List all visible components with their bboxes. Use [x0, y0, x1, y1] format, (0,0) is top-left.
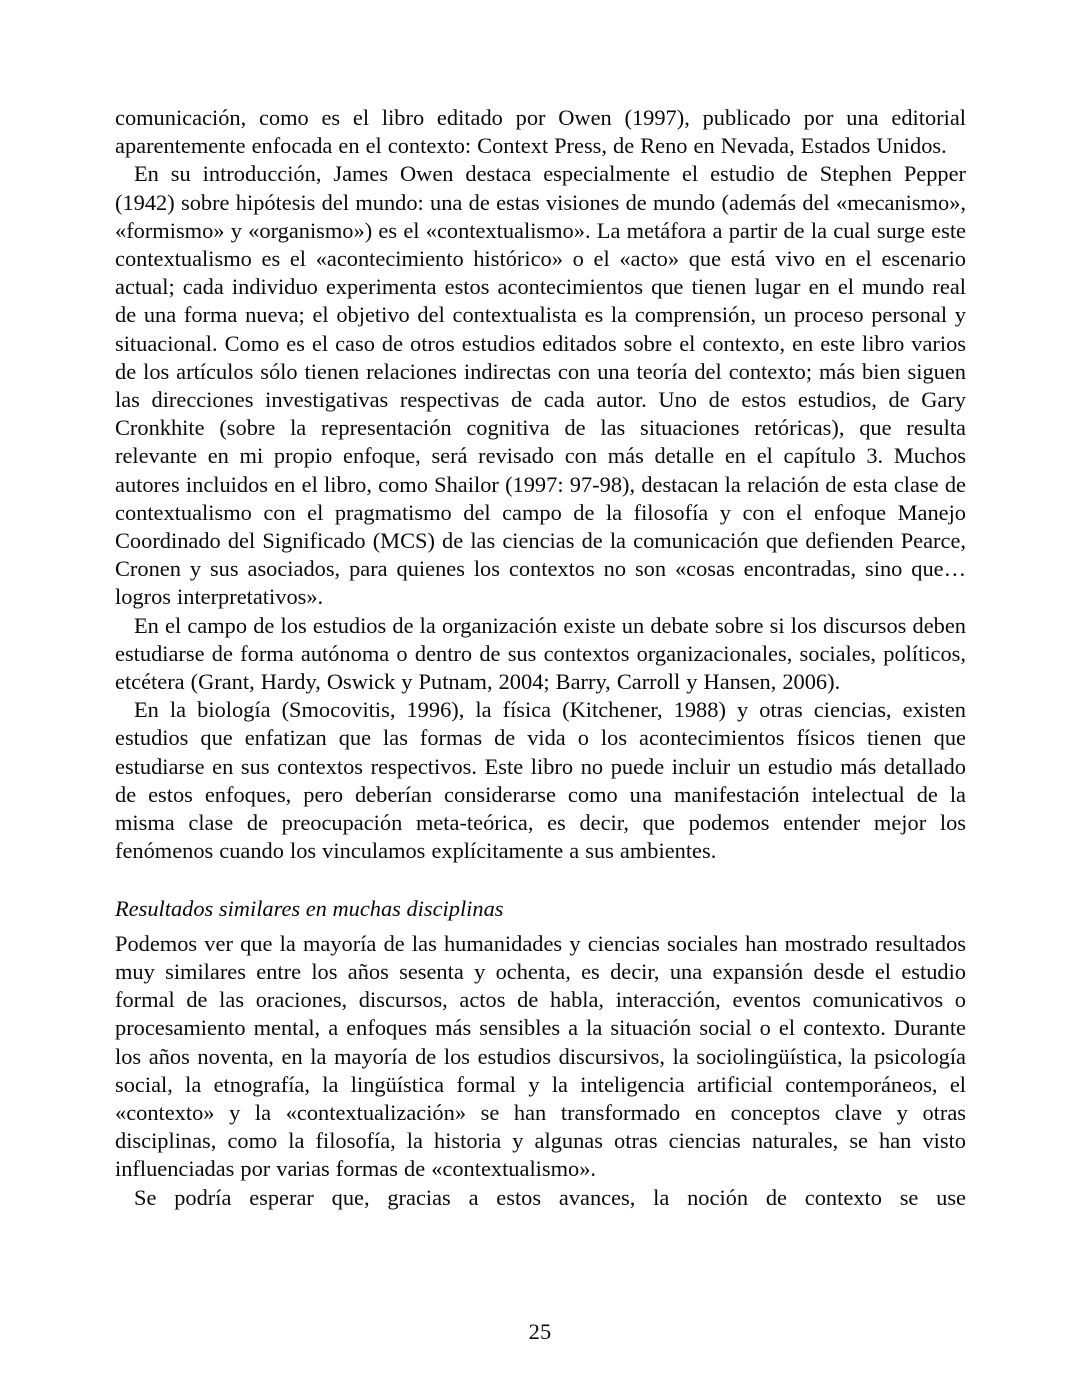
- page-number: 25: [528, 1319, 552, 1344]
- paragraph-4: En la biología (Smocovitis, 1996), la física (Kitchener, 1988) y otras ciencias, existen estudios que enfatizan que las formas de vida o los acontecimientos físicos tienen que estudiarse en sus contextos respectivos. Este libro no puede incluir un estudio más detallado de estos enfoques, pero deberían considerarse como una manifestación intelectual de la misma clase de preocupación meta-teórica, es decir, que podemos entender mejor los fenómenos cuando los vinculamos explícitamente a sus ambientes.: [115, 697, 966, 864]
- section-heading: Resultados similares en muchas disciplinas: [115, 896, 504, 922]
- paragraph-6-continued: Se podría esperar que, gracias a estos avances, la noción de contexto se use: [134, 1184, 966, 1210]
- paragraph-3: En el campo de los estudios de la organización existe un debate sobre si los discursos deben estudiarse de forma autónoma o dentro de sus contextos organizacionales, sociales, políticos, etcétera (Grant, Hardy, Oswick y Putnam, 2004; Barry, Carroll y Hansen, 2006).: [115, 612, 966, 695]
- paragraph-5: Podemos ver que la mayoría de las humanidades y ciencias sociales han mostrado resultados muy similares entre los años sesenta y ochenta, es decir, una expansión desde el estudio formal de las oraciones, discursos, actos de habla, interacción, eventos comunicativos o procesamiento mental, a enfoques más sensibles a la situación social o el contexto. Durante los años noventa, en la mayoría de los estudios discursivos, la sociolingüística, la psicología social, la etnografía, la lingüística formal y la inteligencia artificial contemporáneos, el «contexto» y la «contextualización» se han transformado en conceptos clave y otras disciplinas, como la filosofía, la historia y algunas otras ciencias naturales, se han visto influenciadas por varias formas de «contextualismo».: [115, 930, 966, 1182]
- text-column: [115, 104, 966, 1212]
- paragraph-1: comunicación, como es el libro editado por Owen (1997), publicado por una editorial aparentemente enfocada en el contexto: Context Press, de Reno en Nevada, Estados Unidos.: [115, 105, 966, 159]
- paragraph-2: En su introducción, James Owen destaca especialmente el estudio de Stephen Pepper (1942) sobre hipótesis del mundo: una de estas visiones de mundo (además del «mecanismo», «formismo» y «organismo») es el «contextualismo». La metáfora a partir de la cual surge este contextualismo es el «acontecimiento histórico» o el «acto» que está vivo en el escenario actual; cada individuo experimenta estos acontecimientos que tienen lugar en el mundo real de una forma nueva; el objetivo del contextualista es la comprensión, un proceso personal y situacional. Como es el caso de otros estudios editados sobre el contexto, en este libro varios de los artículos sólo tienen relaciones indirectas con una teoría del contexto; más bien siguen las direcciones investigativas respectivas de cada autor. Uno de estos estudios, de Gary Cronkhite (sobre la representación cognitiva de las situaciones retóricas), que resulta relevante en mi propio enfoque, será revisado con más detalle en el capítulo 3. Muchos autores incluidos en el libro, como Shailor (1997: 97-98), destacan la relación de esta clase de contextualismo con el pragmatismo del campo de la filosofía y con el enfoque Manejo Coordinado del Significado (MCS) de las ciencias de la comunicación que defienden Pearce, Cronen y sus asociados, para quienes los contextos no son «cosas encontradas, sino que… logros interpretativos».: [115, 161, 966, 610]
